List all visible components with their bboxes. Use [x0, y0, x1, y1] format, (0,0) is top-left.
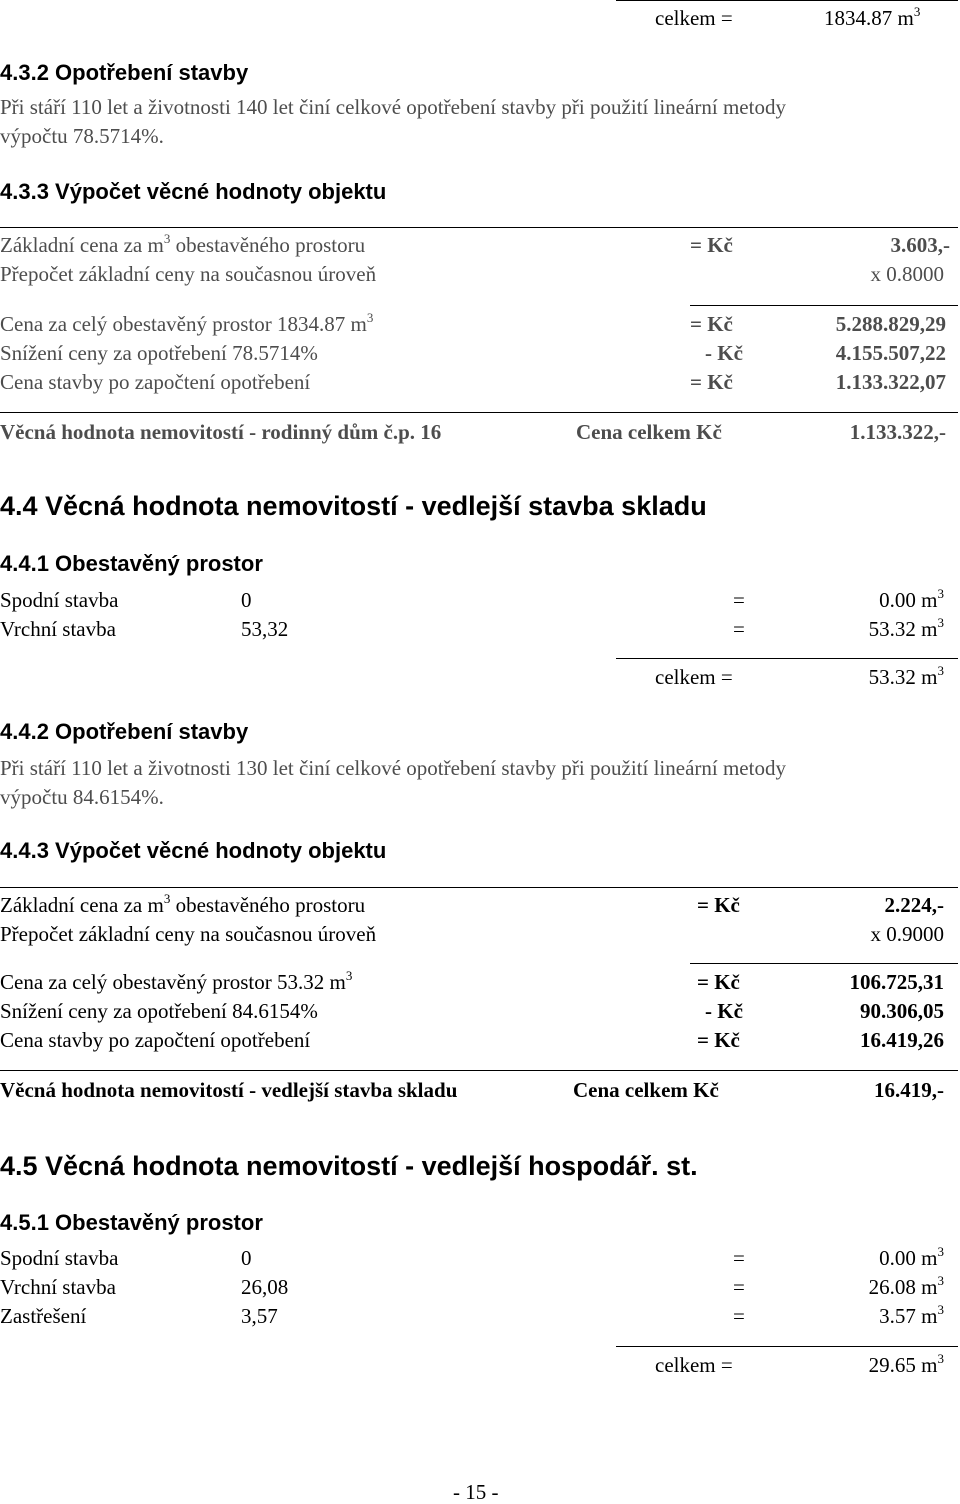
- s44-final-top-rule: [0, 1070, 958, 1071]
- s44-full-price-value: 106.725,31: [849, 970, 944, 994]
- s45-total-label: celkem =: [655, 1353, 733, 1377]
- s44-row0-label: Spodní stavba: [0, 588, 119, 612]
- s45-total-value: 29.65 $m^3$: [868, 1351, 944, 1377]
- section-heading-451: 4.5.1 Obestavěný prostor: [0, 1210, 263, 1235]
- s45-row0-value: 0: [241, 1246, 252, 1270]
- s45-row2-eq: =: [733, 1304, 745, 1328]
- s44-wear-paragraph-line2: výpočtu 84.6154%.: [0, 785, 164, 809]
- s44-price-after-wear-op: = Kč: [697, 1028, 740, 1052]
- calc-top-rule: [0, 227, 958, 228]
- top-total-value: 1834.87 $m^3$: [824, 4, 921, 30]
- section-heading-44: 4.4 Věcná hodnota nemovitostí - vedlejší stavba skladu: [0, 491, 707, 521]
- recalc-label: Přepočet základní ceny na současnou úroveň: [0, 262, 377, 286]
- wear-reduction-value: 4.155.507,22: [835, 341, 946, 365]
- s44-base-price-value: 2.224,-: [884, 893, 944, 917]
- s45-row1-value: 26,08: [241, 1275, 289, 1299]
- s44-full-price-op: = Kč: [697, 970, 740, 994]
- s44-row1-label: Vrchní stavba: [0, 617, 116, 641]
- section-heading-45: 4.5 Věcná hodnota nemovitostí - vedlejší hospodář. st.: [0, 1151, 698, 1181]
- top-total-label: celkem =: [655, 6, 733, 30]
- s45-total-rule: [616, 1346, 958, 1347]
- s45-row1-label: Vrchní stavba: [0, 1275, 116, 1299]
- s45-row2-value: 3,57: [241, 1304, 278, 1328]
- top-rule: [616, 0, 958, 1]
- base-price-label: Základní cena za $m^3$ obestavěného prostoru: [0, 231, 366, 257]
- full-price-label: Cena za celý obestavěný prostor 1834.87 $m^3$: [0, 310, 374, 336]
- s44-recalc-label: Přepočet základní ceny na současnou úroveň: [0, 922, 377, 946]
- s44-calc-top-rule: [0, 887, 958, 888]
- s44-wear-reduction-op: - Kč: [705, 999, 743, 1023]
- base-price-op: = Kč: [690, 233, 733, 257]
- section-heading-432: 4.3.2 Opotřebení stavby: [0, 60, 249, 85]
- section-heading-441: 4.4.1 Obestavěný prostor: [0, 551, 263, 576]
- final-top-rule: [0, 412, 958, 413]
- s44-final-value-amount: 16.419,-: [874, 1078, 944, 1102]
- wear-reduction-op: - Kč: [705, 341, 743, 365]
- s44-calc-mid-rule: [690, 963, 958, 964]
- section-heading-443: 4.4.3 Výpočet věcné hodnoty objektu: [0, 838, 387, 863]
- final-value-amount: 1.133.322,-: [849, 420, 946, 444]
- s45-row2-result: 3.57 $m^3$: [879, 1302, 944, 1328]
- wear-paragraph-line1: Při stáří 110 let a životnosti 140 let činí celkové opotřebení stavby při použití lineární metody: [0, 95, 786, 119]
- s44-base-price-label: Základní cena za $m^3$ obestavěného prostoru: [0, 891, 366, 917]
- s45-row0-result: 0.00 $m^3$: [879, 1244, 944, 1270]
- s44-price-after-wear-label: Cena stavby po započtení opotřebení: [0, 1028, 311, 1052]
- price-after-wear-label: Cena stavby po započtení opotřebení: [0, 370, 311, 394]
- s44-price-after-wear-value: 16.419,26: [860, 1028, 944, 1052]
- full-price-op: = Kč: [690, 312, 733, 336]
- s44-base-price-op: = Kč: [697, 893, 740, 917]
- s44-row1-value: 53,32: [241, 617, 289, 641]
- s44-total-value: 53.32 $m^3$: [868, 663, 944, 689]
- recalc-value: x 0.8000: [870, 262, 944, 286]
- price-after-wear-op: = Kč: [690, 370, 733, 394]
- final-value-label: Věcná hodnota nemovitostí - rodinný dům č.p. 16: [0, 420, 442, 444]
- s45-row2-label: Zastřešení: [0, 1304, 87, 1328]
- full-price-value: 5.288.829,29: [835, 312, 946, 336]
- page-number: - 15 -: [453, 1480, 499, 1504]
- calc-mid-rule: [690, 305, 958, 306]
- base-price-value: 3.603,-: [890, 233, 950, 257]
- s44-row0-eq: =: [733, 588, 745, 612]
- wear-reduction-label: Snížení ceny za opotřebení 78.5714%: [0, 341, 318, 365]
- s45-row0-label: Spodní stavba: [0, 1246, 119, 1270]
- s45-row1-eq: =: [733, 1275, 745, 1299]
- wear-paragraph-line2: výpočtu 78.5714%.: [0, 124, 164, 148]
- s44-full-price-label: Cena za celý obestavěný prostor 53.32 $m^3$: [0, 968, 353, 994]
- s44-recalc-value: x 0.9000: [870, 922, 944, 946]
- s44-wear-reduction-label: Snížení ceny za opotřebení 84.6154%: [0, 999, 318, 1023]
- s44-row1-eq: =: [733, 617, 745, 641]
- s44-final-value-mid: Cena celkem Kč: [573, 1078, 719, 1102]
- s44-row0-result: 0.00 $m^3$: [879, 586, 944, 612]
- s44-wear-reduction-value: 90.306,05: [860, 999, 944, 1023]
- section-heading-442: 4.4.2 Opotřebení stavby: [0, 719, 249, 744]
- price-after-wear-value: 1.133.322,07: [835, 370, 946, 394]
- s44-total-label: celkem =: [655, 665, 733, 689]
- section-heading-433: 4.3.3 Výpočet věcné hodnoty objektu: [0, 179, 387, 204]
- s44-row0-value: 0: [241, 588, 252, 612]
- s44-final-value-label: Věcná hodnota nemovitostí - vedlejší stavba skladu: [0, 1078, 458, 1102]
- s45-row1-result: 26.08 $m^3$: [868, 1273, 944, 1299]
- final-value-mid: Cena celkem Kč: [576, 420, 722, 444]
- s44-row1-result: 53.32 $m^3$: [868, 615, 944, 641]
- s44-wear-paragraph-line1: Při stáří 110 let a životnosti 130 let činí celkové opotřebení stavby při použití lineární metody: [0, 756, 786, 780]
- s44-total-rule: [616, 658, 958, 659]
- s45-row0-eq: =: [733, 1246, 745, 1270]
